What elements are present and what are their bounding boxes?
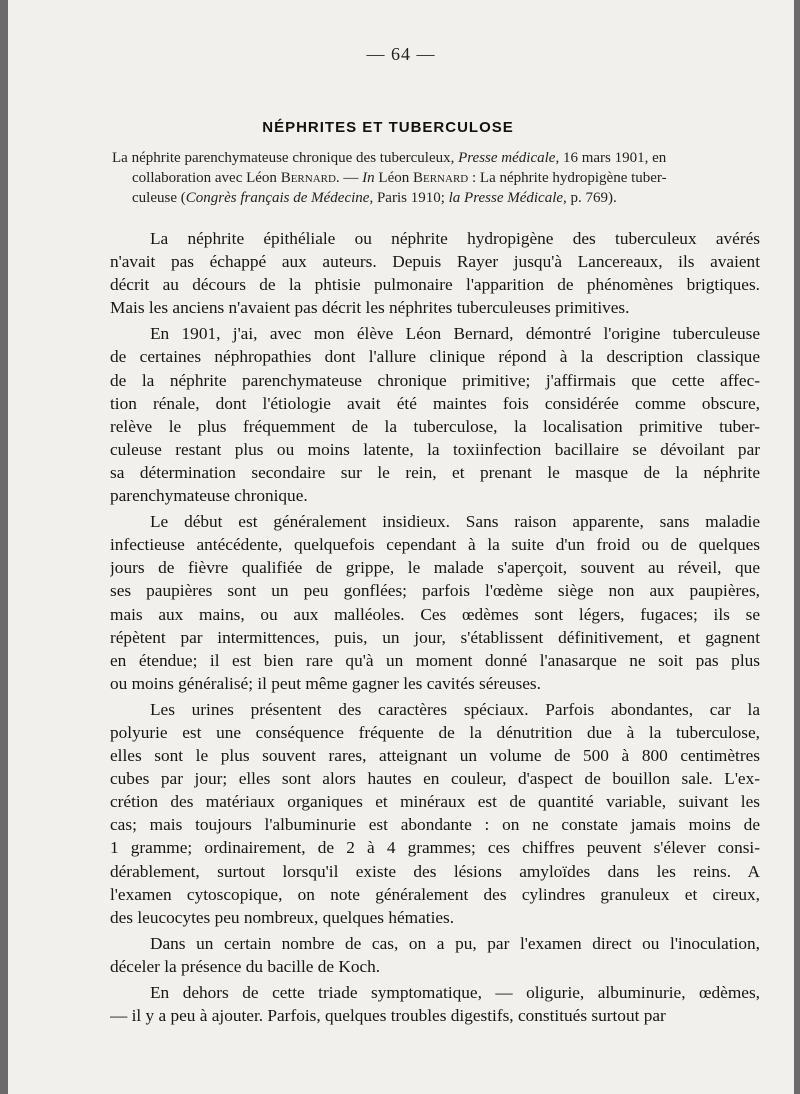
text-line: cubes par jour; elles sont alors hautes en couleur, d'aspect de bouillon sale. L'ex- xyxy=(110,769,760,789)
text-line: tion rénale, dont l'étiologie avait été maintes fois considérée comme obscure, xyxy=(110,393,760,413)
text-line: Mais les anciens n'avaient pas décrit les néphrites tuberculeuses primitives. xyxy=(110,298,630,318)
text-line: La néphrite épithéliale ou néphrite hydropigène des tuberculeux avérés xyxy=(150,229,760,248)
paragraph xyxy=(110,981,760,1027)
body-text xyxy=(110,227,760,1030)
text-line: n'avait pas échappé aux auteurs. Depuis Rayer jusqu'à Lancereaux, ils avaient xyxy=(110,252,760,272)
text-line: polyurie est une conséquence fréquente de la dénutrition due à la tuberculose, xyxy=(110,722,760,742)
text-line: de la néphrite parenchymateuse chronique primitive; j'affirmais que cette affec- xyxy=(110,370,760,390)
text-line: ou moins généralisé; il peut même gagner les cavités séreuses. xyxy=(110,673,541,693)
text-line: jours de fièvre qualifiée de grippe, le malade s'aperçoit, souvent au réveil, que xyxy=(110,558,760,578)
page-number: — 64 — xyxy=(366,44,436,64)
text-line: ses paupières sont un peu gonflées; parfois l'œdème siège non aux paupières, xyxy=(110,581,760,601)
text-line: répètent par intermittences, puis, un jour, s'établissent définitivement, et gagnent xyxy=(110,627,760,647)
paragraph xyxy=(110,932,760,978)
text-line: déceler la présence du bacille de Koch. xyxy=(110,956,381,976)
text-line: Dans un certain nombre de cas, on a pu, par l'examen direct ou l'inoculation, xyxy=(150,933,760,953)
paragraph xyxy=(110,322,760,507)
text-line: elles sont le plus souvent rares, atteignant un volume de 500 à 800 centimètres xyxy=(110,746,760,766)
text-line: mais aux mains, ou aux malléoles. Ces œdèmes sont légers, fugaces; ils se xyxy=(110,604,760,624)
text-line: sa détermination secondaire sur le rein, et prenant le masque de la néphrite xyxy=(110,462,760,482)
text-line: culeuse restant plus ou moins latente, la toxiinfection bacillaire se dévoilant par xyxy=(110,439,760,459)
text-line: crétion des matériaux organiques et minéraux est de quantité variable, suivant les xyxy=(110,792,760,812)
paragraph xyxy=(110,698,760,929)
paragraph xyxy=(110,510,760,695)
text-line: 1 gramme; ordinairement, de 2 à 4 grammes; ces chiffres peuvent s'élever consi- xyxy=(110,838,760,858)
bibliography-note xyxy=(112,148,758,208)
text-line: dérablement, surtout lorsqu'il existe des lésions amyloïdes dans les reins. A xyxy=(110,861,760,881)
paragraph xyxy=(110,227,760,319)
text-line: En dehors de cette triade symptomatique, — oligurie, albuminurie, œdèmes, xyxy=(150,983,760,1002)
text-line: infectieuse antécédente, quelquefois cependant à la suite d'un froid ou de quelques xyxy=(110,535,760,555)
text-line: en étendue; il est bien rare qu'à un moment donné l'anasarque ne soit pas plus xyxy=(110,650,760,670)
bibliography-line: La néphrite parenchymateuse chronique des tuberculeux, Presse médicale, 16 mars 1901, en xyxy=(112,150,667,166)
text-line: décrit au décours de la phtisie pulmonaire l'apparition de phénomènes brigtiques. xyxy=(110,275,760,295)
text-line: Le début est généralement insidieux. Sans raison apparente, sans maladie xyxy=(150,512,760,532)
text-line: Les urines présentent des caractères spéciaux. Parfois abondantes, car la xyxy=(150,699,760,719)
text-line: des leucocytes peu nombreux, quelques hématies. xyxy=(110,907,455,927)
bibliography-line: collaboration avec Léon Bernard. — In Léon Bernard : La néphrite hydropigène tuber- xyxy=(132,170,667,186)
text-line: de certaines néphropathies dont l'allure clinique répond à la description classique xyxy=(110,347,760,367)
text-line: l'examen cytoscopique, on note généralement des cylindres granuleux et cireux, xyxy=(110,884,760,904)
section-heading: NÉPHRITES ET TUBERCULOSE xyxy=(262,119,514,136)
book-page xyxy=(8,0,794,1094)
text-line: parenchymateuse chronique. xyxy=(110,486,308,506)
text-line: cas; mais toujours l'albuminurie est abondante : on ne constate jamais moins de xyxy=(110,815,760,835)
bibliography-line: culeuse (Congrès français de Médecine, Paris 1910; la Presse Médicale, p. 769). xyxy=(132,190,617,206)
text-line: — il y a peu à ajouter. Parfois, quelques troubles digestifs, constitués surtout par xyxy=(110,1006,666,1026)
text-line: En 1901, j'ai, avec mon élève Léon Bernard, démontré l'origine tuberculeuse xyxy=(150,324,760,344)
text-line: relève le plus fréquemment de la tuberculose, la localisation primitive tuber- xyxy=(110,416,760,436)
